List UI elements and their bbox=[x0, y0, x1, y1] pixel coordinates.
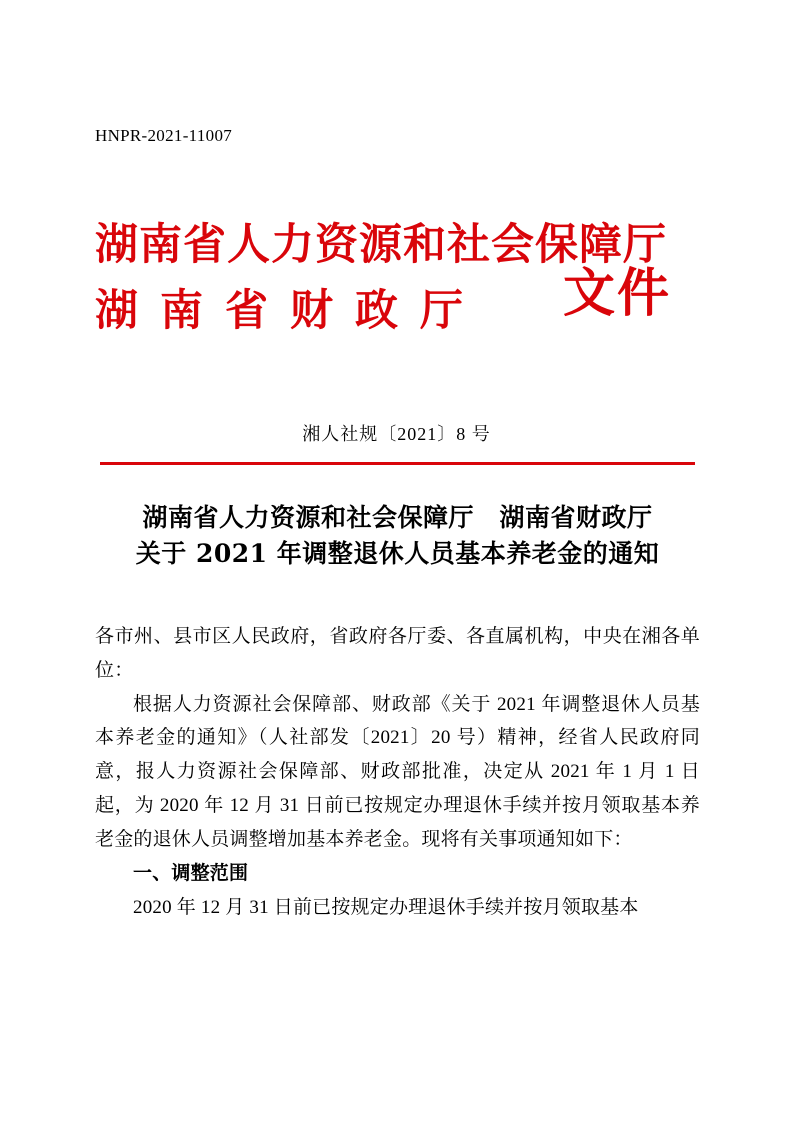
masthead bbox=[95, 218, 700, 338]
masthead-line-1: 湖南省人力资源和社会保障厅 bbox=[95, 220, 667, 270]
page-title bbox=[95, 500, 700, 573]
masthead-char-ting: 厅 bbox=[420, 286, 464, 336]
masthead-char-sheng: 省 bbox=[225, 286, 290, 336]
masthead-char-hu: 湖 bbox=[95, 286, 160, 336]
masthead-suffix-wenjian: 文件 bbox=[563, 263, 672, 324]
addressee-paragraph: 各市州、县市区人民政府，省政府各厅委、各直属机构，中央在湘各单位： bbox=[95, 626, 700, 681]
title-line-2: 关于 2021 年调整退休人员基本养老金的通知 bbox=[135, 539, 660, 569]
title-line-1: 湖南省人力资源和社会保障厅 湖南省财政厅 bbox=[142, 503, 653, 532]
section-heading-1: 一、调整范围 bbox=[133, 861, 249, 884]
red-divider-rule bbox=[100, 462, 695, 465]
masthead-char-zheng: 政 bbox=[355, 286, 420, 336]
document-body bbox=[95, 620, 700, 924]
section-1-paragraph: 2020 年 12 月 31 日前已按规定办理退休手续并按月领取基本 bbox=[133, 896, 639, 918]
body-paragraph-1: 根据人力资源社会保障部、财政部《关于 2021 年调整退休人员基本养老金的通知》（人社部发〔2021〕20 号）精神，经省人民政府同意，报人力资源社会保障部、财政部批准，决定从 2021 年 1 月 1 日起，为 2020 年 12 月 31 日前已按规定办理退休手续并按月领取基本养老金的退休人员调整增加基本养老金。现将有关事项通知如下： bbox=[95, 693, 700, 850]
document-number: HNPR-2021-11007 bbox=[95, 126, 233, 145]
masthead-line-2 bbox=[95, 286, 464, 336]
issue-number: 湘人社规〔2021〕8 号 bbox=[302, 424, 491, 444]
masthead-char-nan: 南 bbox=[160, 286, 225, 336]
masthead-char-cai: 财 bbox=[290, 286, 355, 336]
